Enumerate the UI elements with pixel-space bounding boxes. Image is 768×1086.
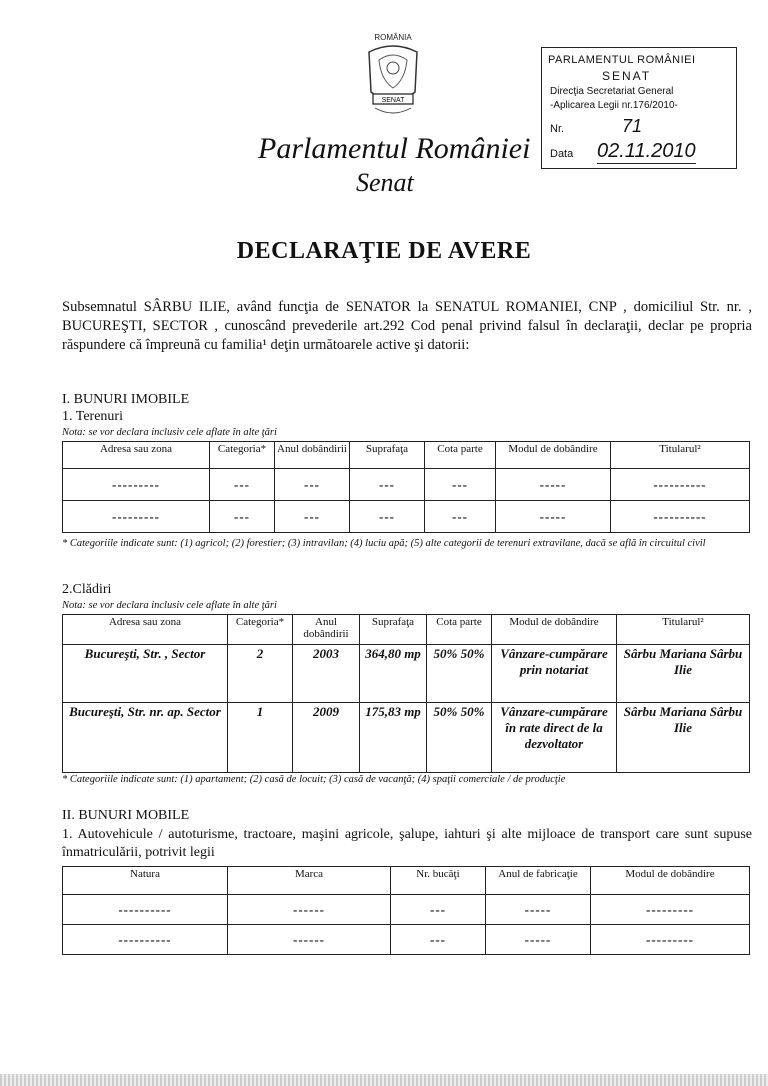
col-marca: Marca xyxy=(228,867,391,895)
cell: ---------- xyxy=(611,501,750,533)
table-terenuri xyxy=(62,441,750,533)
cell: --------- xyxy=(63,501,210,533)
cell: --- xyxy=(350,469,425,501)
cell: --------- xyxy=(63,469,210,501)
cell: --- xyxy=(425,469,496,501)
cell: ----- xyxy=(486,925,591,955)
svg-text:ROMÂNIA: ROMÂNIA xyxy=(374,33,412,42)
col-modul: Modul de dobândire xyxy=(496,442,611,469)
cell: ------ xyxy=(228,925,391,955)
table-row xyxy=(63,501,750,533)
registration-stamp xyxy=(541,47,737,169)
cell: Sârbu Mariana Sârbu Ilie xyxy=(617,645,750,703)
cell: ---------- xyxy=(63,895,228,925)
svg-text:SENAT: SENAT xyxy=(381,97,405,104)
stamp-line3: Direcţia Secretariat General xyxy=(550,86,674,97)
table-row xyxy=(63,895,750,925)
cell: Vânzare-cumpărare prin notariat xyxy=(492,645,617,703)
col-titular: Titularul² xyxy=(617,615,750,645)
cell: 175,83 mp xyxy=(360,703,427,773)
table-row xyxy=(63,925,750,955)
cell: ----- xyxy=(496,469,611,501)
col-anul: Anul dobândirii xyxy=(275,442,350,469)
institution-subname: Senat xyxy=(356,168,414,197)
col-cota: Cota parte xyxy=(425,442,496,469)
cell: Vânzare-cumpărare în rate direct de la dezvoltator xyxy=(492,703,617,773)
col-titular: Titularul² xyxy=(611,442,750,469)
cell: 1 xyxy=(228,703,293,773)
cell: --------- xyxy=(591,895,750,925)
cell: Bucureşti, Str. nr. ap. Sector xyxy=(63,703,228,773)
cell: 2003 xyxy=(293,645,360,703)
col-modul: Modul de dobândire xyxy=(591,867,750,895)
col-adresa: Adresa sau zona xyxy=(63,442,210,469)
cell: Bucureşti, Str. , Sector xyxy=(63,645,228,703)
scan-edge xyxy=(0,1074,768,1086)
footnote-cladiri: * Categoriile indicate sunt: (1) apartament; (2) casă de locuit; (3) casă de vacanţă; (4) spaţii comerciale / de producţie xyxy=(62,774,566,785)
cell: ------ xyxy=(228,895,391,925)
cell: --------- xyxy=(591,925,750,955)
declaration-intro: Subsemnatul SÂRBU ILIE, având funcţia de SENATOR la SENATUL ROMANIEI, CNP , domiciliul Str. nr. , BUCUREŞTI, SECTOR , cunoscând prevederile art.292 Cod penal privind falsul în declaraţii, declar pe propria răspundere că împreună cu familia¹ deţin următoarele active şi datorii: xyxy=(62,299,752,353)
cell: --- xyxy=(210,501,275,533)
stamp-line2: SENAT xyxy=(602,69,652,83)
subsection-autovehicule: 1. Autovehicule / autoturisme, tractoare, maşini agricole, şalupe, iahturi şi alte mijloace de transport care sunt supuse înmatriculării, potrivit legii xyxy=(62,827,752,860)
subsection-cladiri: 2.Clădiri xyxy=(62,582,112,597)
cell: 2009 xyxy=(293,703,360,773)
section-heading-imobile: I. BUNURI IMOBILE xyxy=(62,392,190,407)
cell: --- xyxy=(275,501,350,533)
cell: 2 xyxy=(228,645,293,703)
institution-name: Parlamentul României xyxy=(258,132,531,165)
col-anul: Anul dobândirii xyxy=(293,615,360,645)
cell: 50% 50% xyxy=(427,703,492,773)
cell: ----- xyxy=(496,501,611,533)
col-suprafata: Suprafaţa xyxy=(350,442,425,469)
col-anul-fabricatie: Anul de fabricaţie xyxy=(486,867,591,895)
senate-emblem xyxy=(355,22,431,132)
cell: ---------- xyxy=(63,925,228,955)
cell: Sârbu Mariana Sârbu Ilie xyxy=(617,703,750,773)
cell: ----- xyxy=(486,895,591,925)
table-cladiri xyxy=(62,614,750,773)
cell: --- xyxy=(350,501,425,533)
stamp-data-value: 02.11.2010 xyxy=(597,140,696,162)
col-natura: Natura xyxy=(63,867,228,895)
stamp-line4: -Aplicarea Legii nr.176/2010- xyxy=(550,100,678,111)
footnote-terenuri: * Categoriile indicate sunt: (1) agricol; (2) forestier; (3) intravilan; (4) luciu apă; (5) alte categorii de terenuri extravilane, dacă se află în circuitul civil xyxy=(62,538,706,549)
cell: 364,80 mp xyxy=(360,645,427,703)
col-categoria: Categoria* xyxy=(210,442,275,469)
stamp-nr-value: 71 xyxy=(622,116,643,136)
note-cladiri: Nota: se vor declara inclusiv cele aflate în alte ţări xyxy=(62,600,277,611)
col-modul: Modul de dobândire xyxy=(492,615,617,645)
cell: --- xyxy=(210,469,275,501)
table-row xyxy=(63,703,750,773)
table-row xyxy=(63,645,750,703)
cell: --- xyxy=(391,925,486,955)
col-adresa: Adresa sau zona xyxy=(63,615,228,645)
cell: 50% 50% xyxy=(427,645,492,703)
col-cota: Cota parte xyxy=(427,615,492,645)
stamp-nr-label: Nr. xyxy=(550,123,565,135)
stamp-line1: PARLAMENTUL ROMÂNIEI xyxy=(548,54,696,66)
cell: ---------- xyxy=(611,469,750,501)
cell: --- xyxy=(425,501,496,533)
col-categoria: Categoria* xyxy=(228,615,293,645)
stamp-data-label: Data xyxy=(550,148,574,160)
cell: --- xyxy=(275,469,350,501)
table-row xyxy=(63,469,750,501)
cell: --- xyxy=(391,895,486,925)
col-suprafata: Suprafaţa xyxy=(360,615,427,645)
table-autovehicule xyxy=(62,866,750,955)
section-heading-mobile: II. BUNURI MOBILE xyxy=(62,808,190,823)
note-terenuri: Nota: se vor declara inclusiv cele aflate în alte ţări xyxy=(62,427,277,438)
col-nr-bucati: Nr. bucăţi xyxy=(391,867,486,895)
document-title: DECLARAŢIE DE AVERE xyxy=(236,238,532,264)
subsection-terenuri: 1. Terenuri xyxy=(62,409,123,424)
